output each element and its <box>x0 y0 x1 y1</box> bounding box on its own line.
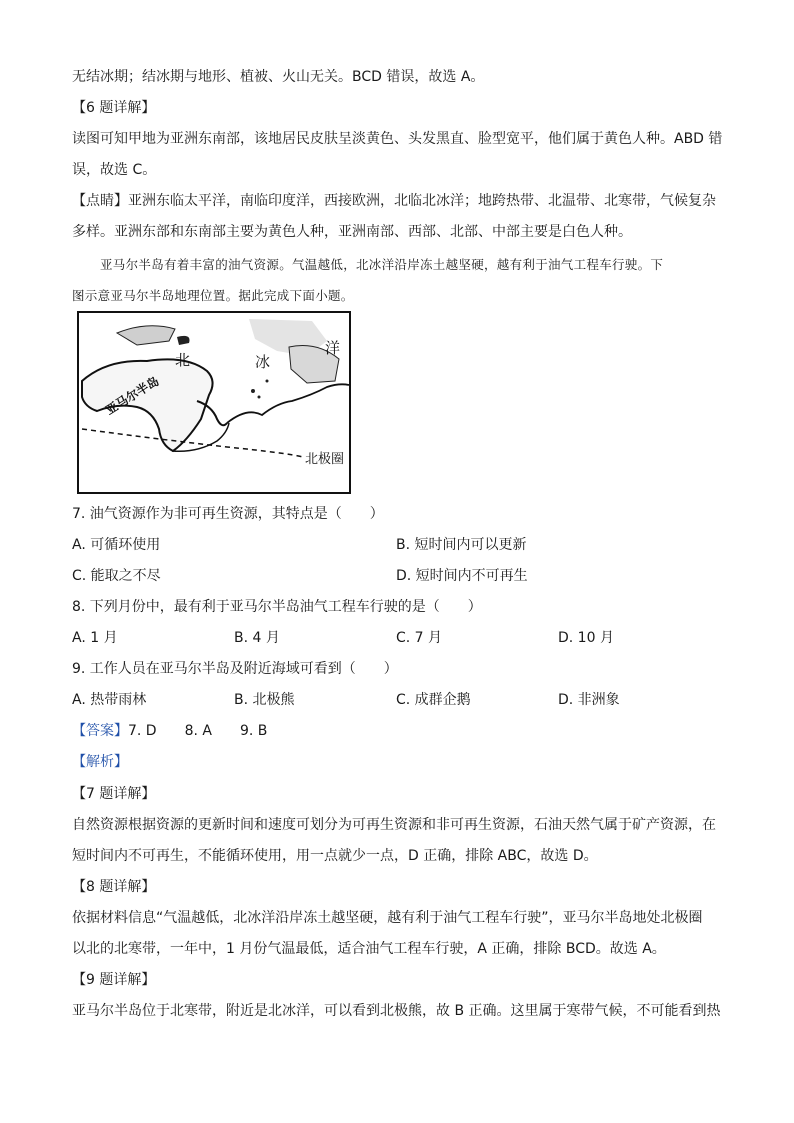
question-9-stem: 9. 工作人员在亚马尔半岛及附近海域可看到（ ） <box>72 661 398 677</box>
map-label-yang: 洋 <box>325 339 341 357</box>
answer-line <box>72 721 267 741</box>
q8-option-b: B. 4 月 <box>234 630 280 646</box>
answer-values: 7. D 8. A 9. B <box>128 723 268 739</box>
map-label-arctic-circle: 北极圈 <box>305 452 345 467</box>
analysis-label: 【解析】 <box>72 754 128 770</box>
q6-detail-line-1: 读图可知甲地为亚洲东南部，该地居民皮肤呈淡黄色、头发黑直、脸型宽平，他们属于黄色人种。ABD 错 <box>72 131 723 147</box>
q7-option-b: B. 短时间内可以更新 <box>396 537 527 553</box>
q7-option-a: A. 可循环使用 <box>72 537 161 553</box>
q7-option-c: C. 能取之不尽 <box>72 568 161 584</box>
q7-option-d: D. 短时间内不可再生 <box>396 568 528 584</box>
map-label-bei: 北 <box>175 351 191 369</box>
q9-detail-line-1: 亚马尔半岛位于北寒带，附近是北冰洋，可以看到北极熊，故 B 正确。这里属于寒带气候，不可能看到热 <box>72 1003 721 1019</box>
q8-detail-line-2: 以北的北寒带，一年中，1 月份气温最低，适合油气工程车行驶，A 正确，排除 BCD。故选 A。 <box>72 941 666 957</box>
answer-label: 【答案】 <box>72 723 128 739</box>
heading-q6-detail: 【6 题详解】 <box>72 100 156 116</box>
heading-q7-detail: 【7 题详解】 <box>72 786 156 802</box>
q7-detail-line-1: 自然资源根据资源的更新时间和速度可划分为可再生资源和非可再生资源，石油天然气属于矿产资源，在 <box>72 817 716 833</box>
q9-option-c: C. 成群企鹅 <box>396 692 471 708</box>
question-8-stem: 8. 下列月份中，最有利于亚马尔半岛油气工程车行驶的是（ ） <box>72 599 482 615</box>
q6-detail-line-2: 误，故选 C。 <box>72 162 157 178</box>
q9-option-a: A. 热带雨林 <box>72 692 147 708</box>
q9-option-b: B. 北极熊 <box>234 692 295 708</box>
map-label-bing: 冰 <box>255 353 271 371</box>
q8-option-c: C. 7 月 <box>396 630 443 646</box>
heading-q8-detail: 【8 题详解】 <box>72 879 156 895</box>
tip-line-1: 【点睛】亚洲东临太平洋，南临印度洋，西接欧洲，北临北冰洋；地跨热带、北温带、北寒带，气候复杂 <box>72 193 716 209</box>
q8-detail-line-1: 依据材料信息“气温越低，北冰洋沿岸冻土越坚硬，越有利于油气工程车行驶”，亚马尔半岛地处北极圈 <box>72 910 703 926</box>
line-1: 无结冰期；结冰期与地形、植被、火山无关。BCD 错误，故选 A。 <box>72 69 485 85</box>
q8-option-d: D. 10 月 <box>558 630 614 646</box>
intro-line-2: 图示意亚马尔半岛地理位置。据此完成下面小题。 <box>72 288 354 303</box>
q8-option-a: A. 1 月 <box>72 630 118 646</box>
yamal-location-map <box>77 311 351 494</box>
q7-detail-line-2: 短时间内不可再生，不能循环使用，用一点就少一点，D 正确，排除 ABC，故选 D。 <box>72 848 598 864</box>
heading-q9-detail: 【9 题详解】 <box>72 972 156 988</box>
intro-line-1: 亚马尔半岛有着丰富的油气资源。气温越低，北冰洋沿岸冻土越坚硬，越有利于油气工程车行驶。下 <box>100 257 664 272</box>
question-7-stem: 7. 油气资源作为非可再生资源，其特点是（ ） <box>72 506 384 522</box>
tip-line-2: 多样。亚洲东部和东南部主要为黄色人种，亚洲南部、西部、北部、中部主要是白色人种。 <box>72 224 632 240</box>
q9-option-d: D. 非洲象 <box>558 692 620 708</box>
map-label-peninsula: 亚马尔半岛 <box>103 373 162 418</box>
